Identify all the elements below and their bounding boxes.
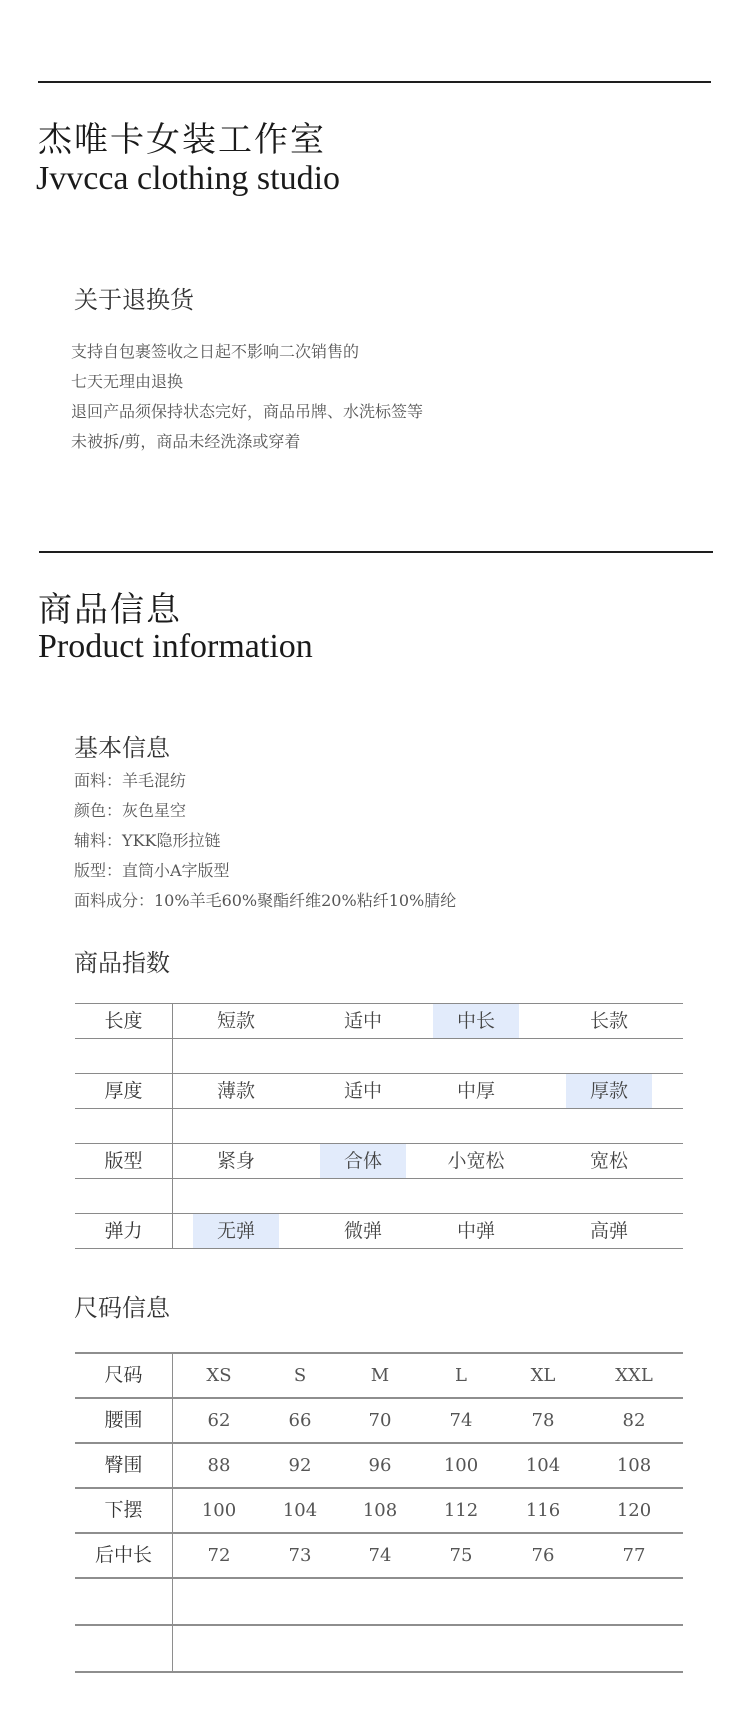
- size-header-cell: XS: [206, 1365, 232, 1386]
- product-index-table: [75, 1003, 683, 1249]
- size-info-title: 尺码信息: [74, 1294, 170, 1322]
- size-cell: 62: [207, 1410, 231, 1431]
- index-row-label: 长度: [104, 1010, 143, 1032]
- size-row-hem: [75, 1489, 683, 1534]
- size-header-row: [75, 1352, 683, 1399]
- size-header-cell: XL: [530, 1365, 556, 1386]
- size-cell: 112: [443, 1500, 479, 1521]
- returns-title: 关于退换货: [74, 286, 194, 314]
- size-cell: 70: [368, 1410, 392, 1431]
- basic-info-line: 颜色：灰色星空: [74, 801, 187, 820]
- size-cell: 78: [531, 1410, 555, 1431]
- size-cell: 100: [201, 1500, 237, 1521]
- size-cell: 72: [207, 1545, 231, 1566]
- index-row-elasticity: [75, 1213, 683, 1249]
- size-cell: 108: [616, 1455, 652, 1476]
- index-row-length: [75, 1003, 683, 1039]
- basic-info-line: 面料：羊毛混纺: [74, 771, 187, 790]
- basic-info-line: 辅料：YKK隐形拉链: [74, 831, 221, 850]
- size-row-label: 下摆: [104, 1499, 143, 1521]
- index-option-selected: 无弹: [193, 1214, 279, 1248]
- size-cell: 75: [449, 1545, 473, 1566]
- size-row-label: 尺码: [104, 1364, 143, 1386]
- studio-title-cn: 杰唯卡女装工作室: [38, 120, 326, 160]
- size-cell: 104: [282, 1500, 318, 1521]
- size-cell: 66: [288, 1410, 312, 1431]
- size-table: [75, 1352, 683, 1673]
- size-row-empty: [75, 1626, 683, 1673]
- size-cell: 88: [207, 1455, 231, 1476]
- size-row-waist: [75, 1399, 683, 1444]
- studio-title-en: Jvvcca clothing studio: [36, 160, 341, 197]
- size-header-cell: L: [455, 1365, 467, 1386]
- index-option: 小宽松: [447, 1150, 505, 1172]
- index-option-selected: 厚款: [566, 1074, 652, 1108]
- size-row-hip: [75, 1444, 683, 1489]
- size-cell: 96: [368, 1455, 392, 1476]
- index-row-fit: [75, 1143, 683, 1179]
- returns-line: 七天无理由退换: [71, 372, 184, 391]
- size-row-label: 腰围: [104, 1409, 143, 1431]
- index-option: 适中: [343, 1010, 382, 1032]
- size-cell: 108: [362, 1500, 398, 1521]
- returns-line: 退回产品须保持状态完好，商品吊牌、水洗标签等: [71, 402, 424, 421]
- size-header-cell: XXL: [615, 1365, 653, 1386]
- index-row-thickness: [75, 1073, 683, 1109]
- index-option: 微弹: [343, 1220, 382, 1242]
- size-header-cell: M: [370, 1365, 390, 1386]
- index-option: 薄款: [216, 1080, 255, 1102]
- index-row-label: 版型: [104, 1150, 143, 1172]
- size-cell: 74: [449, 1410, 473, 1431]
- index-option: 中厚: [456, 1080, 495, 1102]
- size-row-back-length: [75, 1534, 683, 1579]
- size-cell: 104: [525, 1455, 561, 1476]
- index-option-selected: 合体: [320, 1144, 406, 1178]
- index-row-label: 厚度: [104, 1080, 143, 1102]
- size-row-empty: [75, 1579, 683, 1626]
- size-cell: 92: [288, 1455, 312, 1476]
- returns-line: 未被拆/剪，商品未经洗涤或穿着: [71, 432, 301, 451]
- size-cell: 76: [531, 1545, 555, 1566]
- index-option: 长款: [589, 1010, 628, 1032]
- basic-info-line: 版型：直筒小A字版型: [74, 861, 230, 880]
- size-cell: 73: [288, 1545, 312, 1566]
- product-title-cn: 商品信息: [38, 590, 182, 630]
- index-option: 短款: [216, 1010, 255, 1032]
- divider-top: [38, 81, 711, 83]
- size-row-label: 臀围: [104, 1454, 143, 1476]
- basic-info-line: 面料成分：10%羊毛60%聚酯纤维20%粘纤10%腈纶: [74, 891, 457, 910]
- returns-line: 支持自包裹签收之日起不影响二次销售的: [71, 342, 360, 361]
- index-option-selected: 中长: [433, 1004, 519, 1038]
- size-cell: 82: [622, 1410, 646, 1431]
- index-option: 紧身: [216, 1150, 255, 1172]
- index-option: 宽松: [589, 1150, 628, 1172]
- returns-text: [71, 337, 423, 457]
- divider-product: [39, 551, 713, 553]
- index-option: 中弹: [456, 1220, 495, 1242]
- size-cell: 74: [368, 1545, 392, 1566]
- size-cell: 120: [616, 1500, 652, 1521]
- index-row-label: 弹力: [104, 1220, 143, 1242]
- size-cell: 100: [443, 1455, 479, 1476]
- index-option: 高弹: [589, 1220, 628, 1242]
- basic-info-title: 基本信息: [74, 734, 170, 762]
- product-title-en: Product information: [38, 628, 313, 665]
- size-header-cell: S: [293, 1365, 307, 1386]
- size-cell: 77: [622, 1545, 646, 1566]
- basic-info-list: [74, 766, 456, 916]
- size-cell: 116: [525, 1500, 561, 1521]
- size-row-label: 后中长: [94, 1544, 152, 1566]
- index-option: 适中: [343, 1080, 382, 1102]
- index-title: 商品指数: [74, 949, 170, 977]
